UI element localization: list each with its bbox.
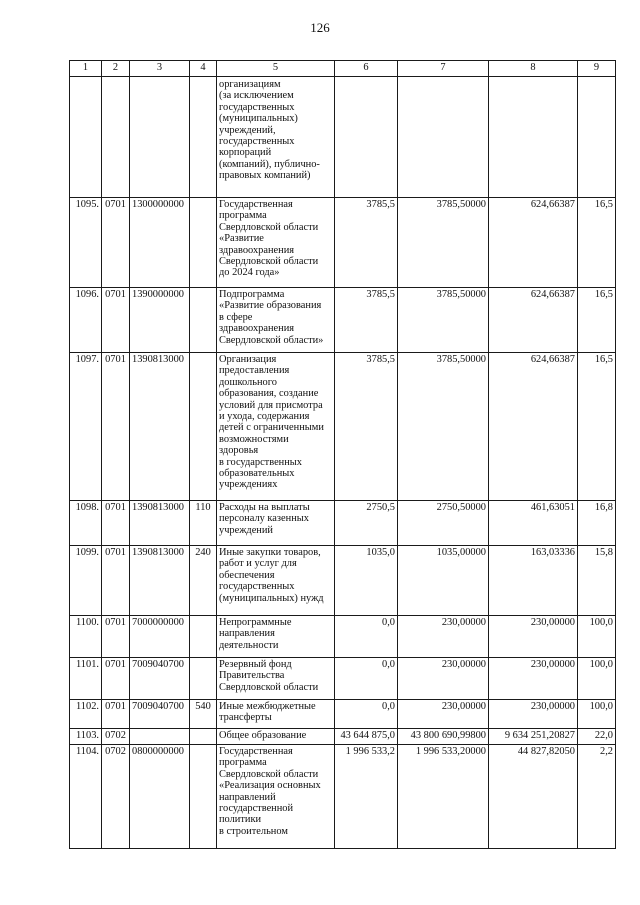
expense-type-code-cell: [190, 288, 217, 353]
executed-amount-cell: 624,66387: [489, 198, 578, 288]
column-header: 4: [190, 61, 217, 77]
execution-percent-cell: 16,5: [578, 353, 616, 501]
section-code-cell: 0701: [102, 700, 130, 729]
target-article-code-cell: 7009040700: [130, 658, 190, 700]
section-code-cell: 0701: [102, 198, 130, 288]
row-number-cell: 1097.: [70, 353, 102, 501]
item-name-cell: Непрограммные направления деятельности: [217, 616, 335, 658]
approved-amount-cell: 3785,5: [335, 288, 398, 353]
approved-amount-cell: 0,0: [335, 700, 398, 729]
budget-amount-cell: 3785,50000: [398, 288, 489, 353]
budget-amount-cell: [398, 77, 489, 198]
table-row: [70, 658, 616, 700]
approved-amount-cell: 3785,5: [335, 353, 398, 501]
target-article-code-cell: 1390813000: [130, 501, 190, 546]
approved-amount-cell: 2750,5: [335, 501, 398, 546]
item-name-cell: Иные межбюджетные трансферты: [217, 700, 335, 729]
approved-amount-cell: [335, 77, 398, 198]
table-row: [70, 616, 616, 658]
row-number-cell: 1095.: [70, 198, 102, 288]
section-code-cell: 0701: [102, 616, 130, 658]
section-code-cell: 0701: [102, 546, 130, 616]
target-article-code-cell: [130, 77, 190, 198]
section-code-cell: 0702: [102, 745, 130, 849]
target-article-code-cell: [130, 729, 190, 745]
row-number-cell: 1102.: [70, 700, 102, 729]
item-name-cell: Общее образование: [217, 729, 335, 745]
target-article-code-cell: 1390000000: [130, 288, 190, 353]
item-name-cell: Иные закупки товаров, работ и услуг для обеспечения государственных (муниципальных) нужд: [217, 546, 335, 616]
execution-percent-cell: 16,5: [578, 198, 616, 288]
target-article-code-cell: 0800000000: [130, 745, 190, 849]
executed-amount-cell: 44 827,82050: [489, 745, 578, 849]
executed-amount-cell: [489, 77, 578, 198]
execution-percent-cell: 16,5: [578, 288, 616, 353]
approved-amount-cell: 1035,0: [335, 546, 398, 616]
item-name-cell: Государственная программа Свердловской области «Реализация основных направлений государственной политики в строительном: [217, 745, 335, 849]
section-code-cell: 0701: [102, 658, 130, 700]
item-name-cell: Организация предоставления дошкольного образования, создание условий для присмотра и ухода, содержания детей с ограниченными возможностями здоровья в государственных образовательных учреждениях: [217, 353, 335, 501]
target-article-code-cell: 7009040700: [130, 700, 190, 729]
budget-amount-cell: 230,00000: [398, 616, 489, 658]
expense-type-code-cell: 540: [190, 700, 217, 729]
approved-amount-cell: 43 644 875,0: [335, 729, 398, 745]
table-row: [70, 745, 616, 849]
budget-amount-cell: 3785,50000: [398, 198, 489, 288]
row-number-cell: 1099.: [70, 546, 102, 616]
item-name-cell: Подпрограмма «Развитие образования в сфере здравоохранения Свердловской области»: [217, 288, 335, 353]
budget-amount-cell: 2750,50000: [398, 501, 489, 546]
column-header: 1: [70, 61, 102, 77]
column-header: 6: [335, 61, 398, 77]
table-row: [70, 288, 616, 353]
expense-type-code-cell: [190, 198, 217, 288]
column-header: 8: [489, 61, 578, 77]
row-number-cell: [70, 77, 102, 198]
column-header: 5: [217, 61, 335, 77]
page-number: 126: [310, 20, 330, 35]
column-number-header-row: [70, 61, 616, 77]
expense-type-code-cell: 110: [190, 501, 217, 546]
table-row: [70, 546, 616, 616]
table-row: [70, 501, 616, 546]
executed-amount-cell: 230,00000: [489, 700, 578, 729]
budget-amount-cell: 1 996 533,20000: [398, 745, 489, 849]
target-article-code-cell: 1300000000: [130, 198, 190, 288]
table-body: [70, 77, 616, 849]
budget-table: [69, 60, 616, 849]
execution-percent-cell: 15,8: [578, 546, 616, 616]
table-row: [70, 77, 616, 198]
table-row: [70, 729, 616, 745]
executed-amount-cell: 230,00000: [489, 658, 578, 700]
item-name-cell: организациям (за исключением государственных (муниципальных) учреждений, государственных корпораций (компаний), публично- правовых компаний): [217, 77, 335, 198]
expense-type-code-cell: 240: [190, 546, 217, 616]
column-header: 2: [102, 61, 130, 77]
column-header: 7: [398, 61, 489, 77]
execution-percent-cell: 100,0: [578, 658, 616, 700]
executed-amount-cell: 9 634 251,20827: [489, 729, 578, 745]
approved-amount-cell: 0,0: [335, 616, 398, 658]
executed-amount-cell: 461,63051: [489, 501, 578, 546]
row-number-cell: 1100.: [70, 616, 102, 658]
budget-amount-cell: 230,00000: [398, 658, 489, 700]
column-header: 3: [130, 61, 190, 77]
execution-percent-cell: 16,8: [578, 501, 616, 546]
target-article-code-cell: 7000000000: [130, 616, 190, 658]
execution-percent-cell: 22,0: [578, 729, 616, 745]
target-article-code-cell: 1390813000: [130, 546, 190, 616]
executed-amount-cell: 230,00000: [489, 616, 578, 658]
table-row: [70, 198, 616, 288]
section-code-cell: 0701: [102, 288, 130, 353]
row-number-cell: 1101.: [70, 658, 102, 700]
approved-amount-cell: 0,0: [335, 658, 398, 700]
section-code-cell: [102, 77, 130, 198]
expense-type-code-cell: [190, 745, 217, 849]
execution-percent-cell: [578, 77, 616, 198]
item-name-cell: Расходы на выплаты персоналу казенных учреждений: [217, 501, 335, 546]
table-row: [70, 353, 616, 501]
row-number-cell: 1103.: [70, 729, 102, 745]
budget-amount-cell: 1035,00000: [398, 546, 489, 616]
row-number-cell: 1096.: [70, 288, 102, 353]
section-code-cell: 0702: [102, 729, 130, 745]
expense-type-code-cell: [190, 729, 217, 745]
expense-type-code-cell: [190, 658, 217, 700]
executed-amount-cell: 624,66387: [489, 353, 578, 501]
expense-type-code-cell: [190, 77, 217, 198]
budget-amount-cell: 3785,50000: [398, 353, 489, 501]
budget-amount-cell: 43 800 690,99800: [398, 729, 489, 745]
approved-amount-cell: 1 996 533,2: [335, 745, 398, 849]
executed-amount-cell: 163,03336: [489, 546, 578, 616]
target-article-code-cell: 1390813000: [130, 353, 190, 501]
column-header: 9: [578, 61, 616, 77]
item-name-cell: Государственная программа Свердловской области «Развитие здравоохранения Свердловской области до 2024 года»: [217, 198, 335, 288]
execution-percent-cell: 100,0: [578, 616, 616, 658]
row-number-cell: 1104.: [70, 745, 102, 849]
row-number-cell: 1098.: [70, 501, 102, 546]
expense-type-code-cell: [190, 616, 217, 658]
execution-percent-cell: 100,0: [578, 700, 616, 729]
execution-percent-cell: 2,2: [578, 745, 616, 849]
approved-amount-cell: 3785,5: [335, 198, 398, 288]
section-code-cell: 0701: [102, 353, 130, 501]
executed-amount-cell: 624,66387: [489, 288, 578, 353]
expense-type-code-cell: [190, 353, 217, 501]
budget-amount-cell: 230,00000: [398, 700, 489, 729]
table-row: [70, 700, 616, 729]
item-name-cell: Резервный фонд Правительства Свердловской области: [217, 658, 335, 700]
section-code-cell: 0701: [102, 501, 130, 546]
